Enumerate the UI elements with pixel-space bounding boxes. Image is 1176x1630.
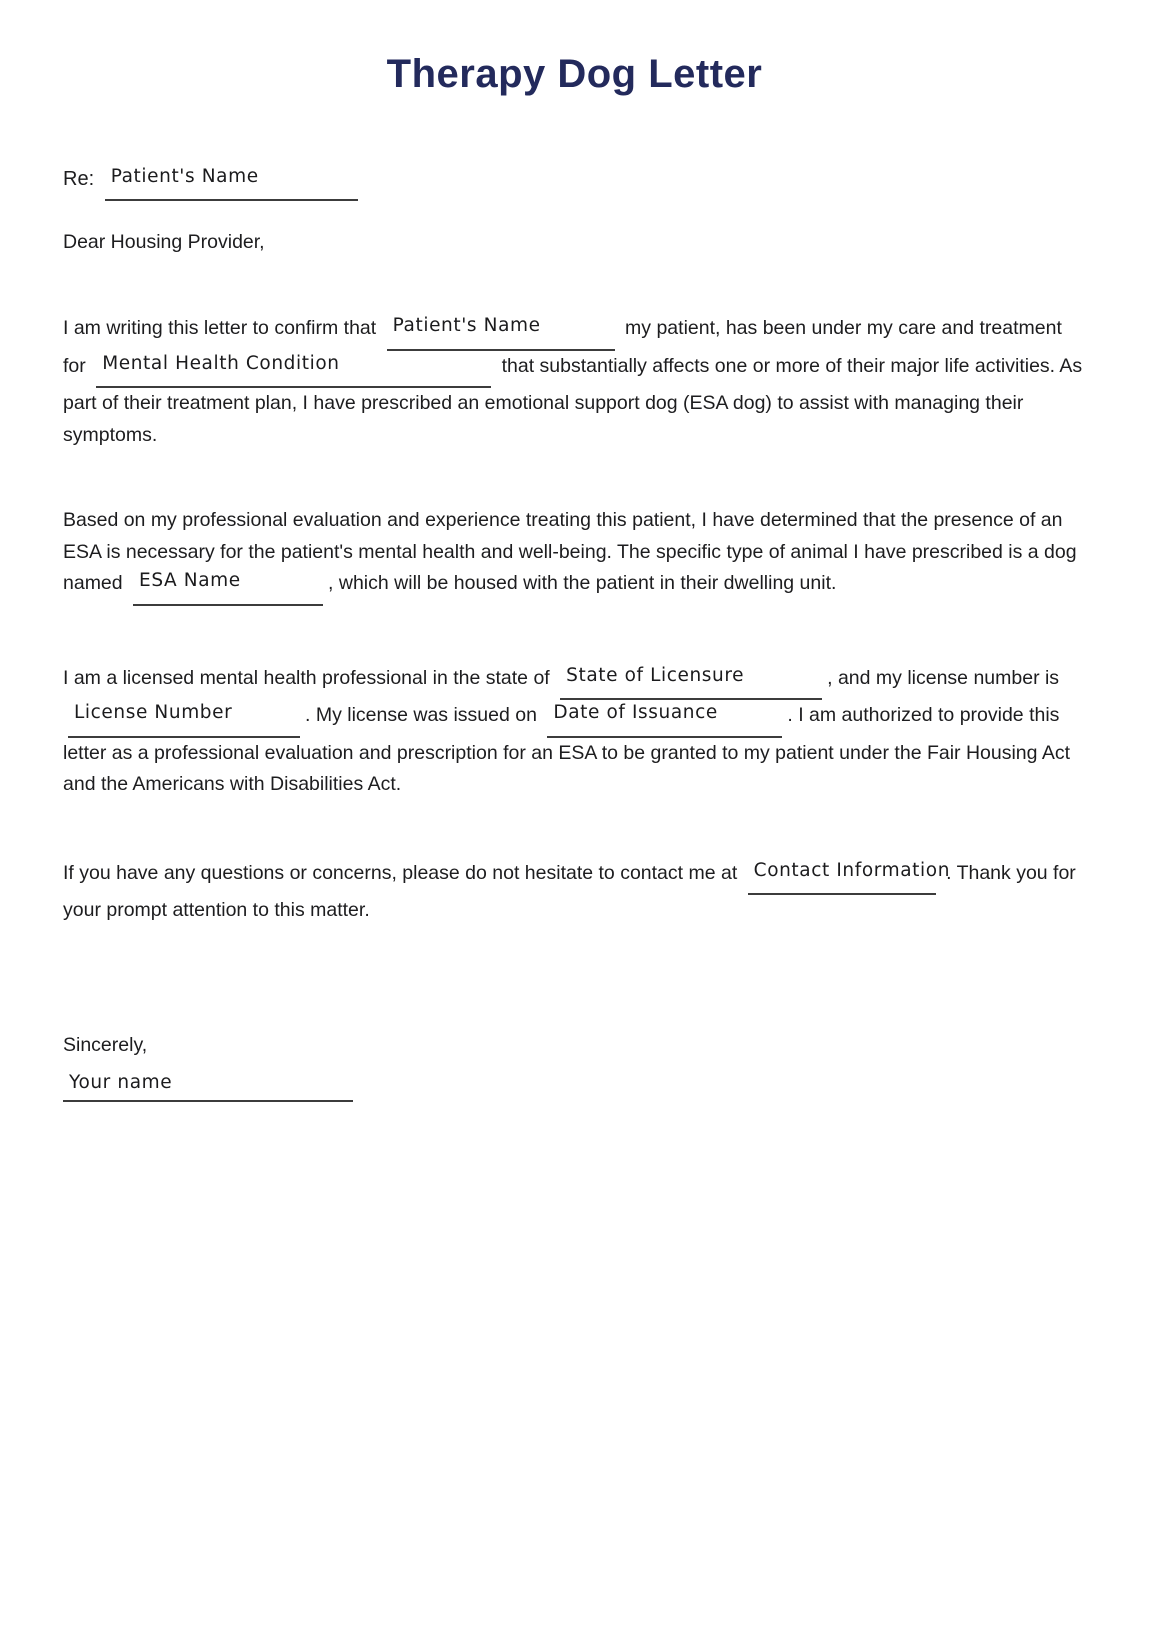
re-line (63, 164, 1086, 201)
mental-health-condition-value: Mental Health Condition (102, 352, 340, 374)
date-of-issuance-field[interactable] (547, 700, 782, 738)
mental-health-condition-field[interactable] (96, 351, 491, 389)
patient-name-value: Patient's Name (392, 315, 541, 336)
paragraph-licensure (63, 663, 1086, 801)
p4-text-2: . Thank you for your prompt attention to this matter. (63, 861, 1076, 921)
p4-text-1: If you have any questions or concerns, please do not hesitate to contact me at (63, 861, 738, 884)
contact-information-field[interactable] (748, 858, 951, 896)
p2-text-1: Based on my professional evaluation and experience treating this patient, I have determined that the presence of an ESA is necessary for the patient's mental health and well-being. The specific type of animal I have prescribed is a dog named (63, 509, 1077, 594)
contact-information-value: Contact Information (753, 859, 951, 881)
esa-name-field[interactable] (133, 568, 323, 606)
p2-text-2: , which will be housed with the patient in their dwelling unit. (328, 572, 837, 594)
p1-text-3: that substantially affects one or more of their major life activities. As part of their treatment plan, I have prescribed an emotional support dog (ESA dog) to assist with managing their symptoms. (63, 354, 1083, 446)
patient-name-field[interactable] (387, 313, 615, 351)
p1-text-1: I am writing this letter to confirm that (63, 317, 377, 339)
signature-name-value: Your name (69, 1071, 173, 1093)
license-number-field[interactable] (68, 700, 300, 738)
p3-text-4: . I am authorized to provide this letter as a professional evaluation and prescription for an ESA to be granted to my patient under the Fair Housing Act and the Americans with Disabilities Act. (63, 704, 1071, 795)
salutation: Dear Housing Provider, (63, 231, 265, 253)
state-of-licensure-value: State of Licensure (566, 664, 745, 686)
p3-text-1: I am a licensed mental health professional in the state of (63, 666, 550, 689)
closing-sincerely: Sincerely, (63, 1033, 148, 1056)
p1-text-2: my patient, has been under my care and treatment for (63, 317, 1062, 377)
patient-name-value-re: Patient's Name (110, 166, 259, 187)
date-of-issuance-value: Date of Issuance (553, 702, 718, 723)
paragraph-contact (63, 858, 1086, 927)
re-label: Re: (63, 168, 95, 190)
signature-name-field[interactable] (63, 1071, 353, 1102)
p3-text-2: , and my license number is (827, 666, 1060, 689)
esa-name-value: ESA Name (139, 570, 241, 591)
p3-text-3: . My license was issued on (305, 704, 537, 726)
patient-name-field-re[interactable] (105, 164, 358, 201)
license-number-value: License Number (74, 702, 233, 723)
state-of-licensure-field[interactable] (560, 663, 822, 701)
page-title: Therapy Dog Letter (386, 52, 763, 96)
signature-line (63, 1071, 1086, 1102)
paragraph-confirmation (63, 313, 1086, 451)
paragraph-evaluation (63, 505, 1086, 606)
